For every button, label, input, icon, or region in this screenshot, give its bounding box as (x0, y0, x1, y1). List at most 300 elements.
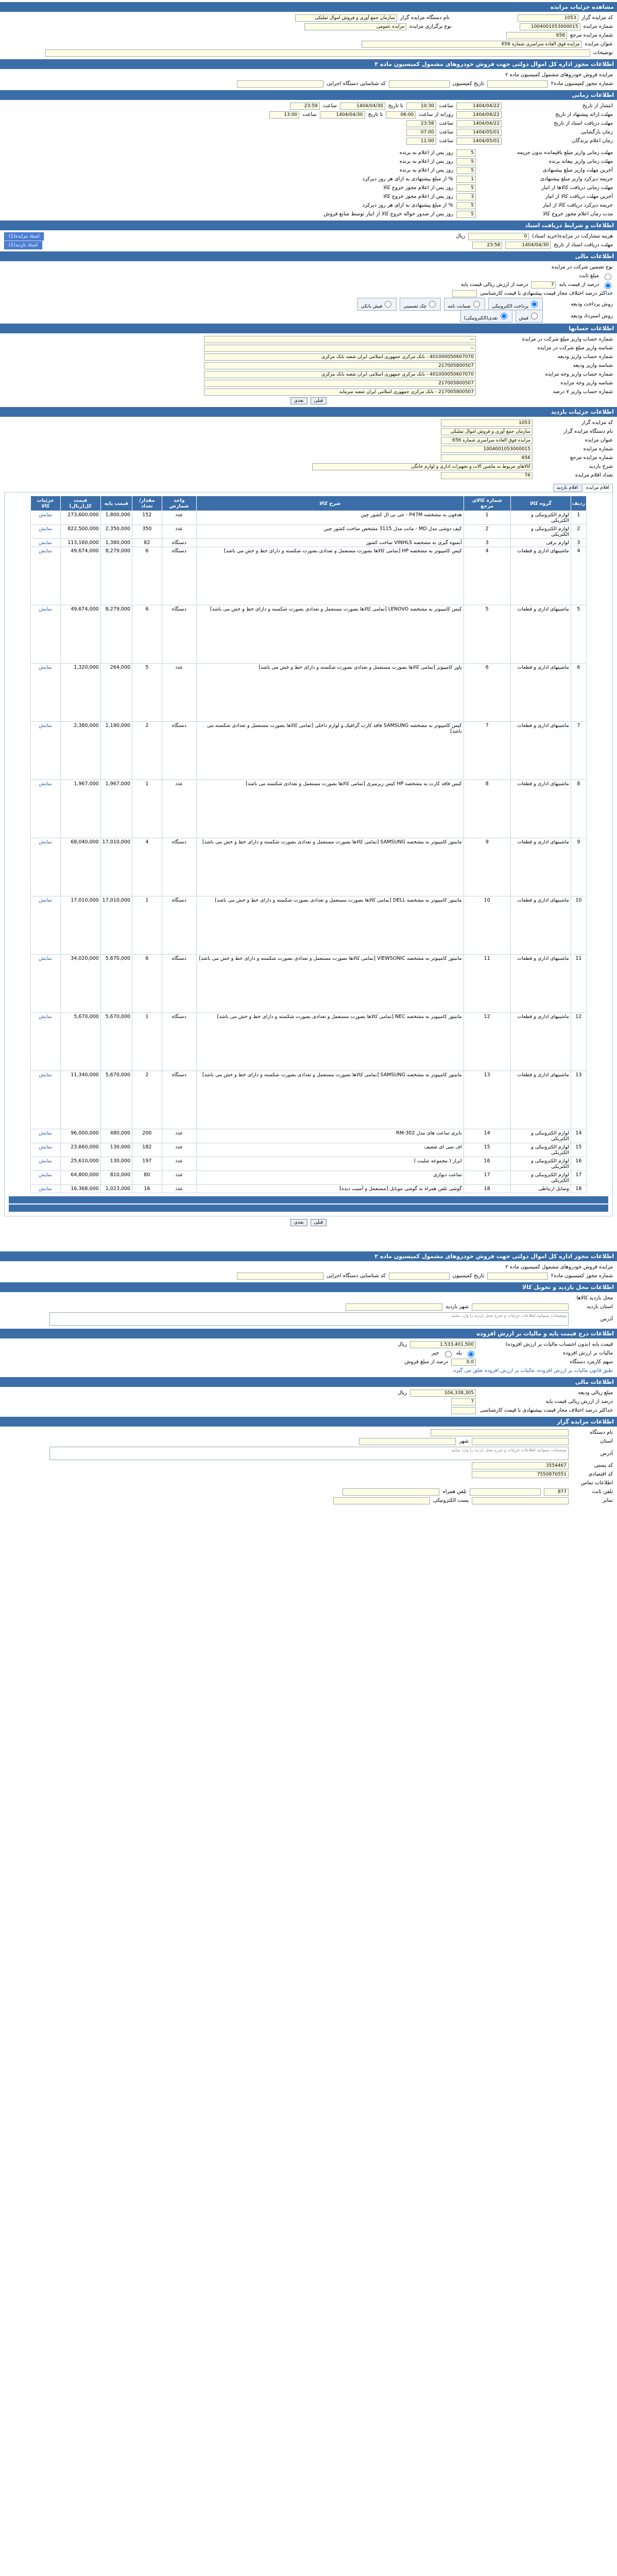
table-cell-g: لوازم الکترونیکی و الکتریکی (510, 525, 571, 539)
guar-pct2-field: 7 (451, 1398, 476, 1405)
table-cell-r: 15 (464, 1143, 510, 1157)
details-link[interactable]: نمایش (31, 664, 61, 722)
table-cell-t: 113,160,000 (60, 539, 100, 547)
section-auction-details: مشاهده جزئیات مزایده (0, 2, 617, 12)
refund-label: روش استرداد ودیعه (571, 313, 613, 319)
org-label: نام دستگاه (590, 1430, 613, 1435)
details-link[interactable]: نمایش (31, 780, 61, 838)
refund-radio-cash[interactable] (501, 313, 507, 319)
tax-label: مالیات بر ارزش افزوده (562, 1350, 613, 1356)
row-guar-type (0, 263, 617, 272)
row-v-no (0, 445, 617, 453)
org-name-field: سازمان جمع آوری و فروش اموال تملیکی (295, 14, 397, 22)
table-cell-p: 264,000 (100, 664, 132, 722)
table-cell-g: ماشینهای اداری و قطعات (510, 1013, 571, 1071)
addr-label: آدرس (600, 1316, 613, 1322)
refund-opt-slip-label: فیش (519, 315, 528, 321)
rule-label: آخرین مهلت واریز مبلغ پیشنهادی (542, 167, 613, 173)
table-cell-u: دستگاه (162, 838, 196, 896)
v-code-field: 1053 (441, 419, 533, 427)
ref-field: 656 (506, 32, 567, 39)
table-row (31, 780, 587, 838)
row-v-desc (0, 462, 617, 471)
details-link[interactable]: نمایش (31, 1185, 61, 1193)
rule-value: 5 (456, 184, 476, 192)
table-cell-n: 3 (571, 539, 586, 547)
pay-radio-electronic[interactable] (531, 301, 538, 308)
org-prov-label: استان (600, 1438, 613, 1444)
row-opening (0, 128, 617, 137)
items-header-cell: شرح کالا (196, 496, 464, 511)
details-link[interactable]: نمایش (31, 525, 61, 539)
account-row (0, 379, 617, 387)
table-cell-d: مانیتور کامپیوتر به مشخصه VIEWSONIC [تمامی کالاها بصورت مستعمل و تعدادی بصورت شکسته و دارای خط و خش می باشد] (196, 955, 464, 1013)
details-link[interactable]: نمایش (31, 1013, 61, 1071)
items-header-cell: گروه کالا (510, 496, 571, 511)
table-cell-u: عدد (162, 1171, 196, 1185)
details-link[interactable]: نمایش (31, 1157, 61, 1171)
base-field: 1,533,401,500 (410, 1341, 476, 1348)
post-label: کد پستی (594, 1463, 613, 1468)
table-cell-d: باتری ساعت های مدل 302-RM (196, 1129, 464, 1143)
items-header-cell: شماره کالای مرجع (464, 496, 510, 511)
row-pager2 (0, 1216, 617, 1229)
table-cell-p: 1,967,000 (100, 780, 132, 838)
rule-row (0, 175, 617, 183)
visit-docs-button[interactable]: اسناد بازدید(1) (4, 241, 42, 249)
row-pay (0, 298, 617, 310)
pay-label: روش پرداخت ودیعه (570, 301, 613, 307)
table-cell-u: دستگاه (162, 1013, 196, 1071)
details-link[interactable]: نمایش (31, 1143, 61, 1157)
table-row (31, 1143, 587, 1157)
permit-date-label: تاریخ کمیسیون (452, 81, 484, 87)
table-cell-n: 7 (571, 722, 586, 780)
table-cell-r: 4 (464, 547, 510, 605)
pay-radio-guarantee[interactable] (473, 301, 480, 308)
refund-opt-cash-label: نقدی(الکترونیکی) (464, 315, 498, 321)
table-cell-u: عدد (162, 525, 196, 539)
table-cell-g: ماشینهای اداری و قطعات (510, 838, 571, 896)
table-row (31, 511, 587, 525)
rule-row (0, 166, 617, 175)
table-cell-u: عدد (162, 1143, 196, 1157)
table-cell-n: 17 (571, 1171, 586, 1185)
table-cell-q: 350 (132, 525, 162, 539)
account-value: 217005800507 (204, 362, 476, 369)
deadline-label: مهلت دریافت اسناد از تاریخ (554, 242, 613, 248)
table-cell-r: 14 (464, 1129, 510, 1143)
v-name-field: سازمان جمع آوری و فروش اموال تملیکی (441, 428, 533, 435)
details-link[interactable]: نمایش (31, 539, 61, 547)
table-row (31, 1157, 587, 1171)
items-header-cell: واحد شمارش (162, 496, 196, 511)
opening-label: زمان بازگشایی (580, 129, 613, 135)
table-cell-n: 9 (571, 838, 586, 896)
rule-unit: روز پس از اعلام به برنده (399, 167, 453, 173)
rule-row (0, 192, 617, 201)
section-permit: اطلاعات مجوز اداره کل اموال دولتی جهت فروش خودروهای مشمول کمیسیون ماده ۲ (0, 59, 617, 69)
pay-opt-cheque[interactable] (400, 298, 441, 311)
rule-label: مهلت زمانی دریافت کالاها از انبار (541, 185, 613, 191)
rule-unit: روز پس از اعلام به برنده (399, 159, 453, 164)
org-addr-field[interactable] (49, 1447, 569, 1460)
offer-daily-label: روزانه از ساعت (419, 112, 453, 117)
row-email (0, 1496, 617, 1505)
table-cell-n: 6 (571, 664, 586, 722)
items-header-cell: قیمت کل(ریال) (60, 496, 100, 511)
account-row (0, 344, 617, 352)
contact-label: اطلاعات تماس (580, 1480, 613, 1486)
next-button[interactable]: بعدی (290, 397, 307, 404)
table-row (31, 664, 587, 722)
table-cell-d: گوشی تلفن همراه به گوشی موبایل [مستعمل و آسیب دیده] (196, 1185, 464, 1193)
table-cell-r: 3 (464, 539, 510, 547)
table-cell-t: 5,670,000 (60, 1013, 100, 1071)
table-cell-t: 23,660,000 (60, 1143, 100, 1157)
table-cell-n: 15 (571, 1143, 586, 1157)
table-cell-r: 17 (464, 1171, 510, 1185)
tax-no-label: خیر (431, 1350, 439, 1356)
table-cell-u: دستگاه (162, 1071, 196, 1129)
table-cell-u: دستگاه (162, 605, 196, 664)
base-label: قیمت پایه (بدون احتساب مالیات بر ارزش افزوده) (505, 1342, 613, 1347)
table-cell-r: 9 (464, 838, 510, 896)
table-cell-d: مانیتور کامپیوتر به مشخصه NEC [تمامی کالاها بصورت مستعمل و تعدادی بصورت شکسته و دارای خط و خش می باشد] (196, 1013, 464, 1071)
next-button-2[interactable]: بعدی (290, 1219, 307, 1226)
docs-deadline-date: 1404/04/22 (456, 120, 502, 127)
tax-yes-label: بله (456, 1350, 462, 1356)
details-link[interactable]: نمایش (31, 1171, 61, 1185)
rule-unit: % از مبلغ پیشنهادی به ازای هر روز دیرکرد (362, 176, 453, 182)
radio-pct[interactable] (605, 282, 611, 289)
table-cell-d: مانیتور کامپیوتر به مشخصه SAMSUNG [تمامی کالاها بصورت مستعمل و تعدادی بصورت شکسته و دارای خط و خش می باشد] (196, 838, 464, 896)
account-label: شماره حساب واریز مبلغ شرکت در مزایده (522, 336, 613, 342)
v-desc-field: کالاهای مربوط به ماشین آلات و تجهیزات اداری و لوازم خانگی (312, 463, 533, 470)
table-cell-p: 130,000 (100, 1157, 132, 1171)
rule-unit: روز پس از اعلام به برنده (399, 150, 453, 156)
refund-opt-slip[interactable] (516, 310, 543, 323)
table-cell-d: ساعت دیواری (196, 1171, 464, 1185)
rule-value: 5 (456, 167, 476, 174)
pay-opt-slip[interactable] (357, 298, 397, 311)
permit2-no-label: شماره مجوز کمیسیون ماده۲ (551, 1273, 613, 1279)
auction-no-field: 1004001053000015 (520, 23, 580, 30)
table-cell-q: 1 (132, 1013, 162, 1071)
table-cell-r: 2 (464, 525, 510, 539)
table-cell-t: 68,040,000 (60, 838, 100, 896)
table-cell-p: 5,670,000 (100, 1013, 132, 1071)
permit-no-field (487, 80, 548, 88)
permit2-date-label: تاریخ کمیسیون (452, 1273, 484, 1279)
table-cell-r: 5 (464, 605, 510, 664)
account-label: شناسه واریز ودیعه (573, 363, 613, 368)
fax-label: نمابر (603, 1498, 613, 1503)
row-v-items (0, 471, 617, 480)
base-unit: ریال (398, 1342, 407, 1347)
fee-field: 0 (468, 233, 529, 240)
table-cell-g: ماشینهای اداری و قطعات (510, 896, 571, 955)
row-ref (0, 31, 617, 40)
pay-opt-guarantee[interactable] (444, 298, 485, 311)
docs-deadline-time-label: ساعت (439, 121, 453, 126)
rule-label: آخرین مهلت دریافت کالا از انبار (545, 194, 613, 199)
permit-sub-label: مزایده فروش خودروهای مشمول کمیسیون ماده ۲ (505, 72, 613, 78)
prev-button[interactable]: قبلی (311, 397, 327, 404)
table-cell-q: 80 (132, 1171, 162, 1185)
publish-from-label: انتشار از تاریخ (582, 103, 613, 109)
account-label: شناسه واریز مبلغ شرکت در مزایده (537, 345, 613, 351)
tab-auction-items[interactable]: اقلام مزایده (582, 484, 613, 492)
details-link[interactable]: نمایش (31, 547, 61, 605)
permit-date-field (389, 80, 450, 88)
details-link[interactable]: نمایش (31, 1071, 61, 1129)
rule-unit: % از مبلغ پیشنهادی به ازای هر روز دیرکرد (362, 202, 453, 208)
refund-opt-cash[interactable] (460, 310, 512, 323)
table-cell-p: 1,380,000 (100, 539, 132, 547)
row-tax (0, 1349, 617, 1358)
tax-no-radio[interactable] (445, 1351, 452, 1358)
ref-label: شماره مزایده مرجع (570, 32, 613, 38)
section-visit-place: اطلاعات محل بازدید و تحویل کالا (0, 1282, 617, 1292)
table-cell-n: 2 (571, 525, 586, 539)
auction-docs-button[interactable]: اسناد مزایده(1) (4, 232, 44, 241)
account-row (0, 387, 617, 396)
table-cell-t: 17,010,000 (60, 896, 100, 955)
org-code-label: کد شناسایی دستگاه اجرایی (327, 81, 386, 87)
table-row (31, 896, 587, 955)
table-cell-u: دستگاه (162, 955, 196, 1013)
rule-row (0, 157, 617, 166)
pay-opt-electronic[interactable] (488, 298, 543, 311)
section-docs: اطلاعات و شرایط دریافت اسناد (0, 221, 617, 230)
table-cell-q: 197 (132, 1157, 162, 1171)
table-cell-u: عدد (162, 1185, 196, 1193)
tab-visit-items[interactable]: اقلام بازدید (553, 484, 581, 492)
pay-radio-slip[interactable] (385, 301, 391, 308)
account-row (0, 370, 617, 379)
row-v-title (0, 436, 617, 445)
table-cell-g: ماشینهای اداری و قطعات (510, 547, 571, 605)
items-table (30, 496, 587, 1193)
section-timing: اطلاعات زمانی (0, 90, 617, 100)
opening-date: 1404/05/01 (456, 129, 502, 136)
table-cell-p: 17,010,000 (100, 896, 132, 955)
table-cell-r: 13 (464, 1071, 510, 1129)
details-link[interactable]: نمایش (31, 838, 61, 896)
row-tax-note (0, 1366, 617, 1375)
account-label: شماره حساب واریز ودیعه (557, 354, 613, 360)
table-cell-u: عدد (162, 511, 196, 525)
table-footer-bar (9, 1196, 608, 1204)
place-label: محل بازدید کالاها (576, 1295, 613, 1301)
table-cell-p: 5,670,000 (100, 955, 132, 1013)
table-cell-p: 8,279,000 (100, 605, 132, 664)
row-permit2 (0, 1272, 617, 1280)
publish-time-label: ساعت (439, 103, 453, 109)
table-cell-d: هدفون به مشخصه P47M - جی بی ال کشور چین (196, 511, 464, 525)
details-link[interactable]: نمایش (31, 722, 61, 780)
account-value: -- (204, 345, 476, 352)
table-cell-q: 16 (132, 1185, 162, 1193)
table-cell-g: ماشینهای اداری و قطعات (510, 722, 571, 780)
items-body (31, 511, 587, 1193)
rule-value: 3 (456, 193, 476, 200)
email-field (333, 1497, 430, 1504)
deadline-date: 1404/04/30 (505, 242, 551, 249)
table-cell-q: 6 (132, 955, 162, 1013)
max-diff2-field (451, 1407, 476, 1414)
table-cell-r: 12 (464, 1013, 510, 1071)
account-value: 217005800507 - بانک مرکزی جمهوری اسلامی ایران شعبه سرمایه (204, 388, 476, 396)
row-org-addr (0, 1446, 617, 1461)
section-organizer: اطلاعات مزایده گزار (0, 1417, 617, 1427)
table-cell-p: 1,190,000 (100, 722, 132, 780)
table-cell-t: 49,674,000 (60, 605, 100, 664)
docs-deadline-time: 23:58 (406, 120, 436, 127)
table-cell-n: 11 (571, 955, 586, 1013)
org-field (431, 1429, 569, 1436)
table-row (31, 525, 587, 539)
table-cell-q: 1 (132, 896, 162, 955)
section-accounts: اطلاعات حسابها (0, 324, 617, 333)
table-cell-p: 5,670,000 (100, 1071, 132, 1129)
table-row (31, 547, 587, 605)
table-row (31, 1071, 587, 1129)
prov-label: استان بازدید (587, 1304, 613, 1310)
title-field: مزایده فوق العاده سراسری شماره 656 (362, 41, 582, 48)
items-header-cell: جزئیات کالا (31, 496, 61, 511)
pct-field: 7 (531, 281, 556, 289)
tax-note: طبق قانون مالیات بر ارزش افزوده، مالیات بر ارزش افزوده تعلق می گیرد. (452, 1368, 613, 1374)
email-label: پست الکترونیکی (433, 1498, 469, 1503)
table-cell-r: 11 (464, 955, 510, 1013)
table-cell-u: دستگاه (162, 547, 196, 605)
winners-label: زمان اعلام برندگان (572, 138, 613, 144)
row-winners (0, 137, 617, 145)
table-cell-q: 82 (132, 539, 162, 547)
addr-field[interactable] (49, 1312, 569, 1326)
table-cell-g: لوازم الکترونیکی و الکتریکی (510, 1157, 571, 1171)
table-cell-r: 6 (464, 664, 510, 722)
table-cell-g: ماشینهای اداری و قطعات (510, 780, 571, 838)
guar-amount-field: 104,338,305 (410, 1389, 476, 1397)
table-cell-d: کیس کامپیوتر به مشخصه LENOVO [تمامی کالاها بصورت مستعمل و تعدادی بصورت شکسته و دارای خط و خش می باشد] (196, 605, 464, 664)
pay-radio-cheque[interactable] (429, 301, 436, 308)
tax-pct-field: 0.0 (451, 1359, 476, 1366)
row-no-type (0, 22, 617, 31)
tax-pct-label: سهم کارمزد دستگاه (570, 1359, 613, 1365)
row-deadline (0, 241, 617, 249)
table-cell-r: 7 (464, 722, 510, 780)
mobile-field (342, 1488, 439, 1496)
table-pager-bar (9, 1205, 608, 1212)
rule-label: مهلت زمانی واریز بیعانه برنده (549, 159, 613, 164)
table-row (31, 605, 587, 664)
table-cell-d: مانیتور کامپیوتر به مشخصه SAMSUNG [تمامی کالاها بصورت مستعمل و تعدادی بصورت شکسته و دارای خط و خش می باشد] (196, 1071, 464, 1129)
fax-field (472, 1497, 569, 1504)
radio-fixed[interactable] (605, 274, 611, 280)
fixed-label: مبلغ ثابت (579, 273, 599, 279)
table-cell-t: 1,320,000 (60, 664, 100, 722)
row-org (0, 1428, 617, 1437)
table-cell-g: لوازم الکترونیکی و الکتریکی (510, 511, 571, 525)
v-no-label: شماره مزایده (583, 446, 613, 452)
rule-value: 5 (456, 211, 476, 218)
table-cell-q: 200 (132, 1129, 162, 1143)
table-cell-n: 13 (571, 1071, 586, 1129)
code-field: 1053 (518, 14, 578, 22)
table-cell-p: 480,000 (100, 1129, 132, 1143)
eco-field: 7550870551 (472, 1471, 569, 1478)
tax-yes-radio[interactable] (468, 1351, 474, 1358)
table-cell-n: 16 (571, 1157, 586, 1171)
deadline-time: 23:58 (472, 242, 502, 249)
rules-list (0, 148, 617, 218)
fee-unit: ریال (456, 233, 466, 239)
table-cell-q: 2 (132, 1071, 162, 1129)
table-cell-r: 1 (464, 511, 510, 525)
details-link[interactable]: نمایش (31, 1129, 61, 1143)
table-cell-g: وسایل ارتباطی (510, 1185, 571, 1193)
tel-code-field: 877 (544, 1488, 569, 1496)
pay-opt-guarantee-label: ضمانت نامه (448, 303, 471, 309)
v-ref-field: 656 (441, 454, 533, 462)
permit2-sub-label: مزایده فروش خودروهای مشمول کمیسیون ماده ۲ (505, 1264, 613, 1270)
org2-code-field (237, 1273, 323, 1280)
winners-date: 1404/05/01 (456, 138, 502, 145)
details-link[interactable]: نمایش (31, 896, 61, 955)
prev-button-2[interactable]: قبلی (311, 1219, 327, 1226)
row-place (0, 1294, 617, 1302)
table-cell-d: کیس فاقد کارت به مشخصه HP کیس زیرمیزی [تمامی کالاها بصورت مستعمل و تعدادی شکسته می باشد] (196, 780, 464, 838)
rule-unit: روز پس از صدور حواله خروج کالا از انبار توسط منابع فروش (323, 211, 453, 217)
pct-label: درصد از قیمت پایه (559, 282, 599, 287)
publish-from-date: 1404/04/22 (456, 103, 502, 110)
rule-value: 5 (456, 202, 476, 209)
row-desc (0, 48, 617, 57)
city-label: شهر بازدید (445, 1304, 469, 1310)
row-addr (0, 1311, 617, 1327)
table-cell-n: 5 (571, 605, 586, 664)
account-row (0, 335, 617, 344)
auction-type-field: مزایده عمومی (304, 23, 406, 30)
row-prov (0, 1302, 617, 1311)
table-cell-u: دستگاه (162, 722, 196, 780)
winners-time: 11:00 (406, 138, 436, 145)
v-items-field: 76 (441, 472, 533, 479)
details-link[interactable]: نمایش (31, 605, 61, 664)
code-label: کد مزایده گزار (581, 15, 613, 21)
tax-pct-unit: درصد از مبلغ فروش (404, 1359, 448, 1365)
row-permit-sub (0, 71, 617, 79)
desc-label: توضیحات (593, 50, 613, 56)
post-field: 3554467 (472, 1462, 569, 1469)
row-post (0, 1461, 617, 1470)
table-cell-t: 16,368,000 (60, 1185, 100, 1193)
table-cell-n: 12 (571, 1013, 586, 1071)
refund-radio-slip[interactable] (531, 313, 538, 319)
details-link[interactable]: نمایش (31, 955, 61, 1013)
row-refund (0, 310, 617, 321)
details-link[interactable]: نمایش (31, 511, 61, 525)
opening-time-label: ساعت (439, 129, 453, 135)
table-cell-q: 2 (132, 722, 162, 780)
account-label: شماره حساب واریز وجه مزایده (545, 371, 613, 377)
guar-pct2-label: درصد از ارزش ریالی قیمت پایه (545, 1399, 613, 1404)
row-guar-pct (0, 280, 617, 289)
row-code-name (0, 13, 617, 22)
